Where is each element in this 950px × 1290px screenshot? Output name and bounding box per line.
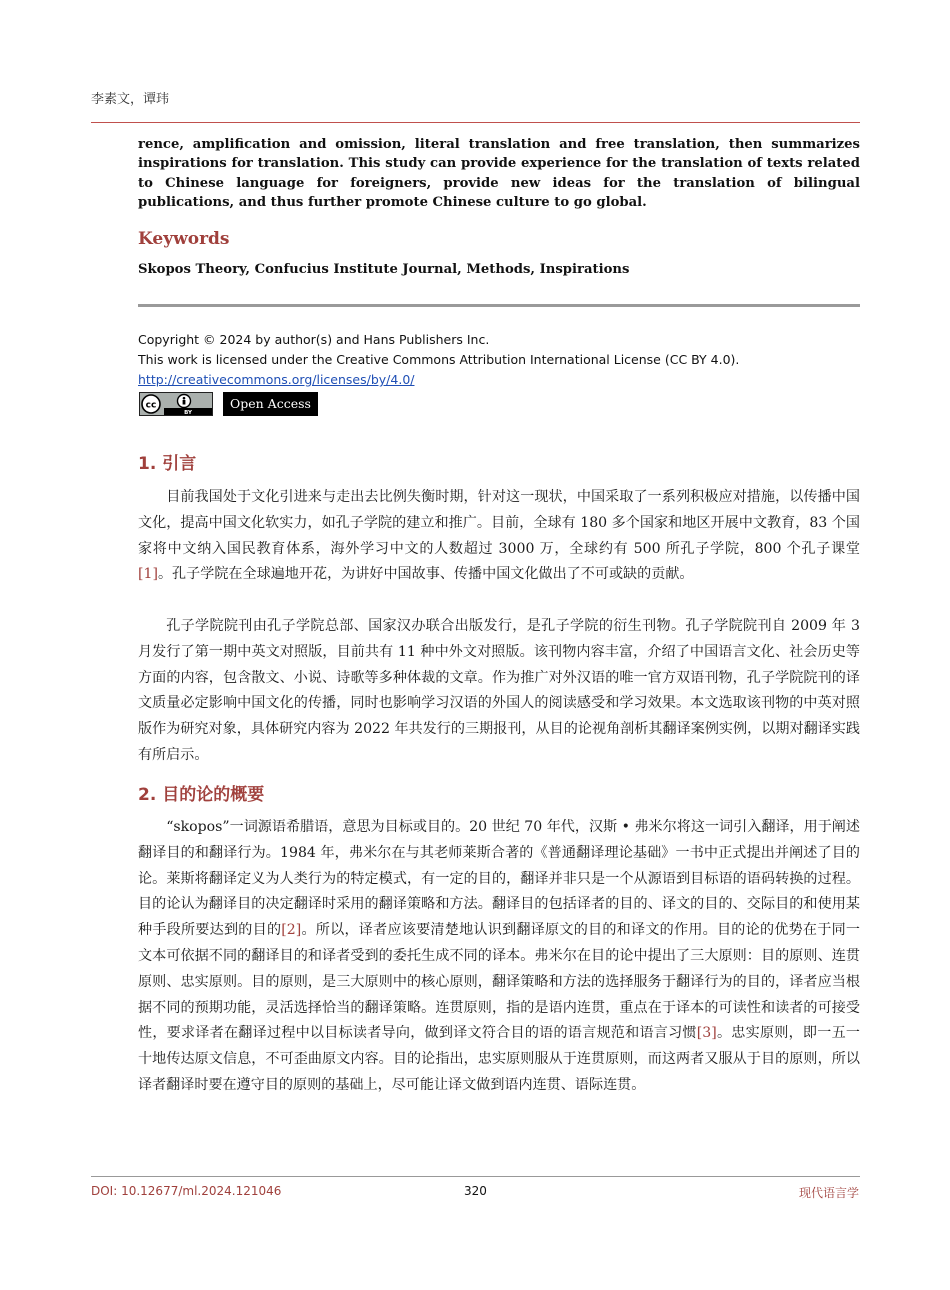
section-1-heading: 1. 引言 xyxy=(138,454,197,474)
citation-link-3[interactable]: [3] xyxy=(696,1025,717,1042)
license-block xyxy=(138,330,860,390)
citation-link-2[interactable]: [2] xyxy=(281,922,302,939)
footer-doi[interactable]: DOI: 10.12677/ml.2024.121046 xyxy=(91,1184,282,1198)
paragraph-text: 。忠实原则，即一五一十地传达原文信息，不可歪曲原文内容。目的论指出，忠实原则服从于连贯原则，而这两者又服从于目的原则，所以译者翻译时要在遵守目的原则的基础上，尽可能让译文做到语内连贯、语际连贯。 xyxy=(138,1025,861,1093)
license-link[interactable]: http://creativecommons.org/licenses/by/4.0/ xyxy=(138,372,415,387)
cc-by-badge[interactable] xyxy=(139,392,213,416)
open-access-badge[interactable]: Open Access xyxy=(223,392,318,416)
keywords-list: Skopos Theory, Confucius Institute Journal, Methods, Inspirations xyxy=(138,262,630,277)
svg-text:cc: cc xyxy=(145,400,157,411)
section-1-paragraph-1 xyxy=(138,485,860,588)
journal-name: 现代语言学 xyxy=(798,1186,859,1200)
paragraph-text: 。孔子学院在全球遍地开花，为讲好中国故事、传播中国文化做出了不可或缺的贡献。 xyxy=(157,566,694,583)
page-number: 320 xyxy=(464,1184,487,1198)
license-badges xyxy=(139,392,318,416)
citation-link-1[interactable]: [1] xyxy=(138,566,158,583)
section-1-paragraph-2: 孔子学院院刊由孔子学院总部、国家汉办联合出版发行，是孔子学院的衍生刊物。孔子学院院刊自 2009 年 3 月发行了第一期中英文对照版，目前共有 11 种中外文对照版。该刊物内容丰富，介绍了中国语言文化、社会历史等方面的内容，包含散文、小说、诗歌等多种体裁的文章。作为推广对外汉语的唯一官方双语刊物，孔子学院院刊的译文质量必定影响中国文化的传播，同时也影响学习汉语的外国人的阅读感受和学习效果。本文选取该刊物的中英对照版作为研究对象，具体研究内容为 2022 年共发行的三期报刊，从目的论视角剖析其翻译案例实例，以期对翻译实践有所启示。 xyxy=(138,618,860,763)
section-2-paragraph-1 xyxy=(138,815,860,1099)
abstract-continuation: rence, amplification and omission, literal translation and free translation, then summarizes inspirations for translation. This study can provide experience for the translation of texts related to Chinese language for foreigners, provide new ideas for the translation of bilingual publications, and thus further promote Chinese culture to go global. xyxy=(138,137,860,210)
footer-divider xyxy=(91,1176,860,1177)
paragraph-text: 目前我国处于文化引进来与走出去比例失衡时期，针对这一现状，中国采取了一系列积极应对措施，以传播中国文化，提高中国文化软实力，如孔子学院的建立和推广。目前，全球有 180 多个国家和地区开展中文教育，83 个国家将中文纳入国民教育体系，海外学习中文的人数超过 3000 万，全球约有 500 所孔子学院，800 个孔子课堂 xyxy=(138,489,860,557)
cc-by-label: BY xyxy=(184,410,192,415)
keywords-heading: Keywords xyxy=(138,229,230,249)
cc-by-icon xyxy=(140,393,212,415)
keywords-divider xyxy=(138,304,860,307)
section-2-heading: 2. 目的论的概要 xyxy=(138,785,265,805)
license-statement: This work is licensed under the Creative Commons Attribution International License (CC BY 4.0). xyxy=(138,352,740,367)
running-header-authors: 李素文，谭玮 xyxy=(91,92,170,107)
paragraph-text: 。所以，译者应该要清楚地认识到翻译原文的目的和译文的作用。目的论的优势在于同一文本可依据不同的翻译目的和译者受到的委托生成不同的译本。弗米尔在目的论中提出了三大原则：目的原则、连贯原则、忠实原则。目的原则，是三大原则中的核心原则，翻译策略和方法的选择服务于翻译行为的目的，译者应当根据不同的预期功能，灵活选择恰当的翻译策略。连贯原则，指的是语内连贯，重点在于译本的可读性和读者的可接受性，要求译者在翻译过程中以目标读者导向，做到译文符合目的语的语言规范和语言习惯 xyxy=(138,922,861,1042)
copyright-line: Copyright © 2024 by author(s) and Hans Publishers Inc. xyxy=(138,332,490,347)
paragraph-text: “skopos”一词源语希腊语，意思为目标或目的。20 世纪 70 年代，汉斯 • 弗米尔将这一词引入翻译，用于阐述翻译目的和翻译行为。1984 年，弗米尔在与其老师莱斯合著的《普通翻译理论基础》一书中正式提出并阐述了目的论。莱斯将翻译定义为人类行为的特定模式，有一定的目的，翻译并非只是一个从源语到目标语的语码转换的过程。目的论认为翻译目的决定翻译时采用的翻译策略和方法。翻译目的包括译者的目的、译文的目的、交际目的和使用某种手段所要达到的目的 xyxy=(138,819,860,939)
header-divider xyxy=(91,122,860,123)
